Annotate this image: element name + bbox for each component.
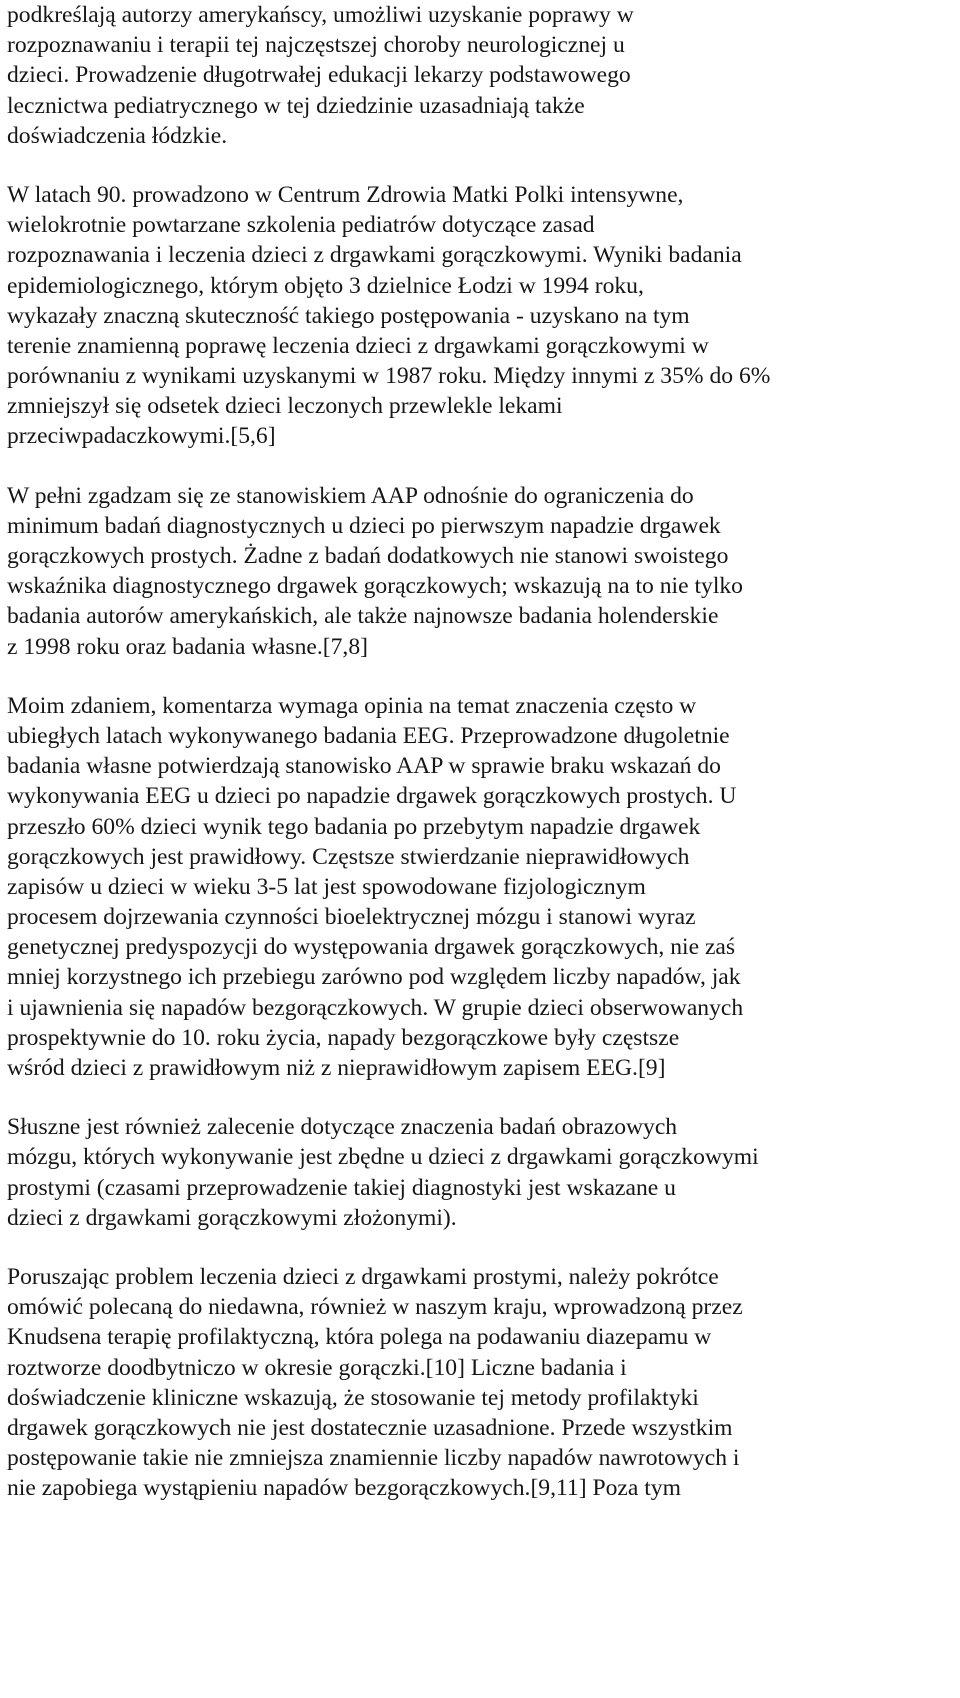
text-line: wśród dzieci z prawidłowym niż z nieprawidłowym zapisem EEG.[9] — [7, 1055, 666, 1081]
text-line: i ujawnienia się napadów bezgorączkowych. W grupie dzieci obserwowanych — [7, 994, 744, 1021]
text-line: wskaźnika diagnostycznego drgawek gorączkowych; wskazują na to nie tylko — [7, 573, 743, 600]
paragraph-gap — [7, 662, 956, 691]
text-line: drgawek gorączkowych nie jest dostatecznie uzasadnione. Przede wszystkim — [7, 1414, 733, 1441]
paragraph-4 — [7, 691, 956, 1083]
text-line: ubiegłych latach wykonywanego badania EEG. Przeprowadzone długoletnie — [7, 722, 730, 749]
text-line: doświadczenia łódzkie. — [7, 122, 228, 149]
text-line: W pełni zgadzam się ze stanowiskiem AAP odnośnie do ograniczenia do — [7, 482, 694, 509]
paragraph-gap — [7, 1233, 956, 1262]
text-line: omówić polecaną do niedawna, również w naszym kraju, wprowadzoną przez — [7, 1294, 743, 1321]
text-line: zmniejszył się odsetek dzieci leczonych przewlekle lekami — [7, 393, 563, 420]
text-line: dzieci. Prowadzenie długotrwałej edukacji lekarzy podstawowego — [7, 62, 631, 89]
text-line: wielokrotnie powtarzane szkolenia pediatrów dotyczące zasad — [7, 212, 595, 239]
text-line: W latach 90. prowadzono w Centrum Zdrowia Matki Polki intensywne, — [7, 181, 684, 208]
text-line: gorączkowych prostych. Żadne z badań dodatkowych nie stanowi swoistego — [7, 543, 729, 569]
paragraph-1 — [7, 0, 956, 151]
text-line: podkreślają autorzy amerykańscy, umożliwi uzyskanie poprawy w — [7, 2, 634, 28]
text-line: prostymi (czasami przeprowadzenie takiej diagnostyki jest wskazane u — [7, 1174, 676, 1201]
text-line: zapisów u dzieci w wieku 3-5 lat jest spowodowane fizjologicznym — [7, 873, 646, 900]
text-line: gorączkowych jest prawidłowy. Częstsze stwierdzanie nieprawidłowych — [7, 843, 690, 870]
text-line: roztworze doodbytniczo w okresie gorączki.[10] Liczne badania i — [7, 1354, 627, 1381]
text-line: przeciwpadaczkowymi.[5,6] — [7, 423, 276, 450]
text-line: Knudsena terapię profilaktyczną, która polega na podawaniu diazepamu w — [7, 1324, 712, 1351]
text-line: dzieci z drgawkami gorączkowymi złożonymi). — [7, 1204, 457, 1231]
text-line: z 1998 roku oraz badania własne.[7,8] — [7, 633, 368, 660]
text-line: badania własne potwierdzają stanowisko AAP w sprawie braku wskazań do — [7, 753, 721, 780]
text-line: postępowanie takie nie zmniejsza znamiennie liczby napadów nawrotowych i — [7, 1445, 740, 1472]
text-line: nie zapobiega wystąpieniu napadów bezgorączkowych.[9,11] Poza tym — [7, 1475, 681, 1502]
text-line: mózgu, których wykonywanie jest zbędne u dzieci z drgawkami gorączkowymi — [7, 1144, 759, 1171]
paragraph-gap — [7, 452, 956, 481]
paragraph-2 — [7, 180, 956, 452]
text-line: epidemiologicznego, którym objęto 3 dzielnice Łodzi w 1994 roku, — [7, 272, 644, 299]
text-line: prospektywnie do 10. roku życia, napady bezgorączkowe były częstsze — [7, 1024, 680, 1051]
text-line: Moim zdaniem, komentarza wymaga opinia na temat znaczenia często w — [7, 692, 697, 719]
text-line: genetycznej predyspozycji do występowania drgawek gorączkowych, nie zaś — [7, 934, 736, 961]
paragraph-gap — [7, 1083, 956, 1112]
text-line: minimum badań diagnostycznych u dzieci po pierwszym napadzie drgawek — [7, 512, 721, 539]
text-line: doświadczenie kliniczne wskazują, że stosowanie tej metody profilaktyki — [7, 1384, 699, 1411]
text-line: badania autorów amerykańskich, ale także najnowsze badania holenderskie — [7, 603, 719, 630]
text-line: wykonywania EEG u dzieci po napadzie drgawek gorączkowych prostych. U — [7, 783, 737, 810]
text-line: terenie znamienną poprawę leczenia dzieci z drgawkami gorączkowymi w — [7, 332, 709, 359]
text-line: rozpoznawaniu i terapii tej najczęstszej choroby neurologicznej u — [7, 32, 625, 59]
paragraph-3 — [7, 481, 956, 662]
paragraph-gap — [7, 151, 956, 180]
text-line: przeszło 60% dzieci wynik tego badania po przebytym napadzie drgawek — [7, 813, 701, 840]
paragraph-5 — [7, 1112, 956, 1233]
text-line: rozpoznawania i leczenia dzieci z drgawkami gorączkowymi. Wyniki badania — [7, 242, 742, 269]
text-line: mniej korzystnego ich przebiegu zarówno pod względem liczby napadów, jak — [7, 964, 741, 991]
text-line: Słuszne jest również zalecenie dotyczące znaczenia badań obrazowych — [7, 1114, 678, 1141]
text-line: Poruszając problem leczenia dzieci z drgawkami prostymi, należy pokrótce — [7, 1263, 719, 1290]
text-line: procesem dojrzewania czynności bioelektrycznej mózgu i stanowi wyraz — [7, 904, 696, 931]
paragraph-6 — [7, 1262, 956, 1504]
text-line: porównaniu z wynikami uzyskanymi w 1987 roku. Między innymi z 35% do 6% — [7, 363, 771, 390]
text-line: lecznictwa pediatrycznego w tej dziedzinie uzasadniają także — [7, 92, 585, 119]
text-line: wykazały znaczną skuteczność takiego postępowania - uzyskano na tym — [7, 302, 690, 329]
